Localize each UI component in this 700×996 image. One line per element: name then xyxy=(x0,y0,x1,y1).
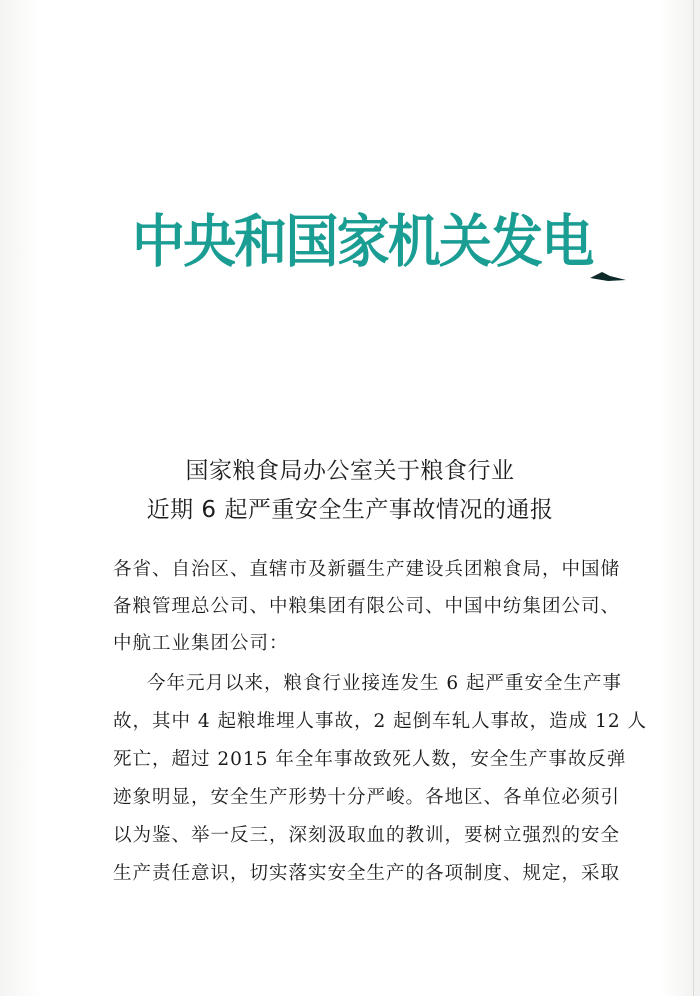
body-line-1: 今年元月以来，粮食行业接连发生 6 起严重安全生产事 xyxy=(147,673,623,694)
body-line-4: 迹象明显，安全生产形势十分严峻。各地区、各单位必须引 xyxy=(113,787,621,808)
addressee-line-3: 中航工业集团公司： xyxy=(113,633,289,654)
document-title-line-2: 近期 6 起严重安全生产事故情况的通报 xyxy=(146,497,554,523)
masthead-ink-mark xyxy=(588,266,628,282)
body-line-5: 以为鉴、举一反三，深刻汲取血的教训，要树立强烈的安全 xyxy=(113,825,621,846)
body-line-2: 故，其中 4 起粮堆埋人事故，2 起倒车轧人事故，造成 12 人 xyxy=(113,711,647,732)
addressee-line-1: 各省、自治区、直辖市及新疆生产建设兵团粮食局，中国储 xyxy=(113,559,621,580)
masthead xyxy=(132,196,612,288)
document-title-line-1: 国家粮食局办公室关于粮食行业 xyxy=(185,458,515,484)
addressee-line-2: 备粮管理总公司、中粮集团有限公司、中国中纺集团公司、 xyxy=(113,596,621,617)
masthead-title: 中央和国家机关发电 xyxy=(132,209,593,275)
body-line-6: 生产责任意识，切实落实安全生产的各项制度、规定，采取 xyxy=(113,863,621,884)
body-line-3: 死亡，超过 2015 年全年事故致死人数，安全生产事故反弹 xyxy=(113,749,627,770)
